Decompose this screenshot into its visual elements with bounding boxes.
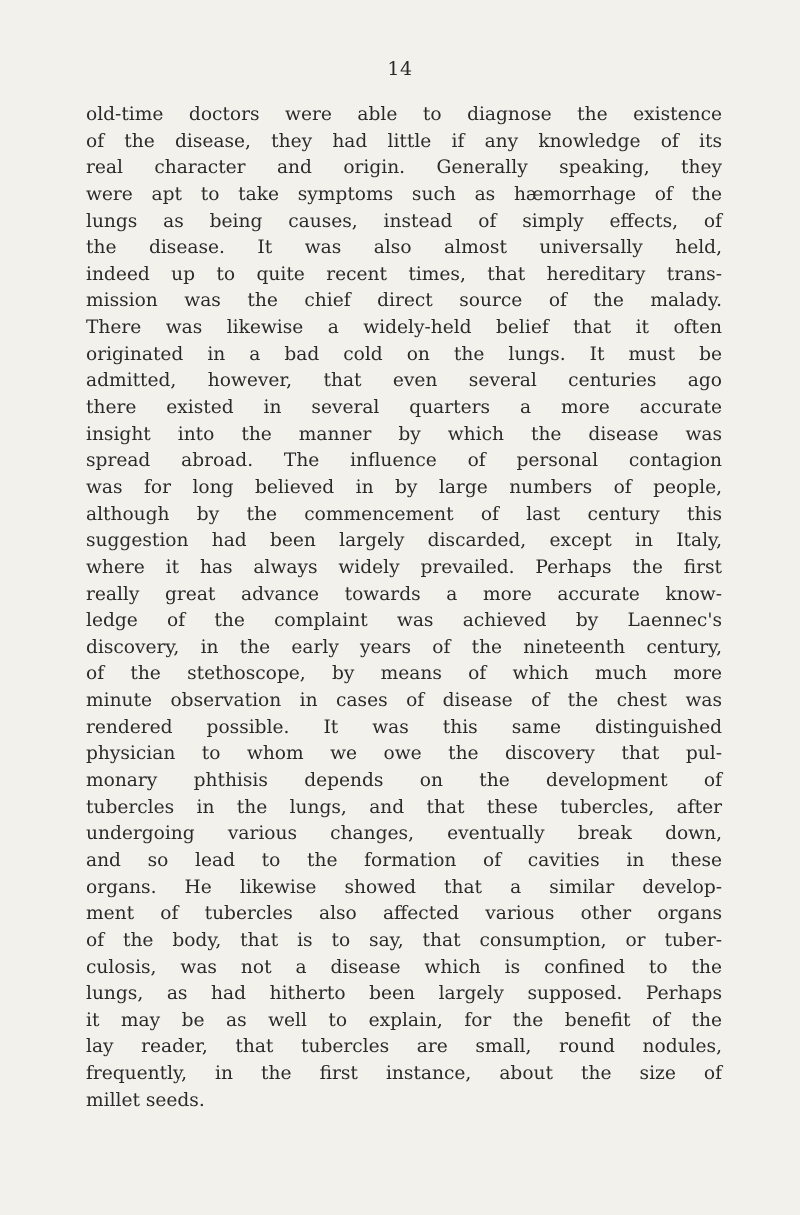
text-line: ledge of the complaint was achieved by Laennec's [86, 610, 722, 632]
text-line: ment of tubercles also affected various other organs [86, 903, 722, 925]
text-line: millet seeds. [86, 1089, 205, 1111]
text-line: where it has always widely prevailed. Perhaps the first [86, 556, 722, 578]
text-line: although by the commencement of last century this [86, 503, 722, 525]
text-line: the disease. It was also almost universally held, [86, 237, 722, 259]
text-line: culosis, was not a disease which is confined to the [86, 956, 722, 978]
text-line: old-time doctors were able to diagnose the existence [86, 104, 722, 125]
text-line: originated in a bad cold on the lungs. It must be [86, 343, 722, 365]
text-line: tubercles in the lungs, and that these tubercles, after [86, 796, 722, 818]
text-line: it may be as well to explain, for the benefit of the [86, 1009, 722, 1031]
text-line: insight into the manner by which the disease was [86, 423, 722, 445]
text-line: suggestion had been largely discarded, except in Italy, [86, 530, 722, 552]
text-line: lungs as being causes, instead of simply effects, of [86, 210, 722, 232]
text-line: organs. He likewise showed that a similar develop- [86, 876, 722, 898]
text-line: and so lead to the formation of cavities in these [86, 849, 722, 871]
text-line: lay reader, that tubercles are small, round nodules, [86, 1036, 722, 1058]
text-line: admitted, however, that even several centuries ago [86, 370, 722, 392]
text-line: real character and origin. Generally speaking, they [86, 157, 722, 179]
text-line: of the body, that is to say, that consumption, or tuber- [86, 929, 722, 951]
text-line: were apt to take symptoms such as hæmorrhage of the [86, 183, 722, 205]
text-line: discovery, in the early years of the nineteenth century, [86, 636, 722, 658]
text-line: lungs, as had hitherto been largely supposed. Perhaps [86, 983, 722, 1005]
text-line: of the disease, they had little if any knowledge of its [86, 130, 722, 152]
text-line: There was likewise a widely-held belief that it often [86, 317, 722, 339]
text-line: frequently, in the first instance, about the size of [86, 1063, 722, 1085]
text-line: was for long believed in by large numbers of people, [86, 476, 722, 498]
page-number: 14 [387, 58, 413, 80]
text-line: rendered possible. It was this same distinguished [86, 716, 722, 738]
text-line: of the stethoscope, by means of which much more [86, 663, 722, 685]
text-line: spread abroad. The influence of personal contagion [86, 450, 722, 472]
text-line: undergoing various changes, eventually break down, [86, 823, 722, 845]
text-line: indeed up to quite recent times, that hereditary trans- [86, 263, 722, 285]
text-line: mission was the chief direct source of the malady. [86, 290, 722, 312]
text-line: minute observation in cases of disease of the chest was [86, 690, 722, 712]
text-line: physician to whom we owe the discovery that pul- [86, 743, 722, 765]
text-line: there existed in several quarters a more accurate [86, 397, 722, 419]
text-line: really great advance towards a more accurate know- [86, 583, 722, 605]
text-line: monary phthisis depends on the development of [86, 770, 722, 792]
body-text [86, 102, 722, 1114]
